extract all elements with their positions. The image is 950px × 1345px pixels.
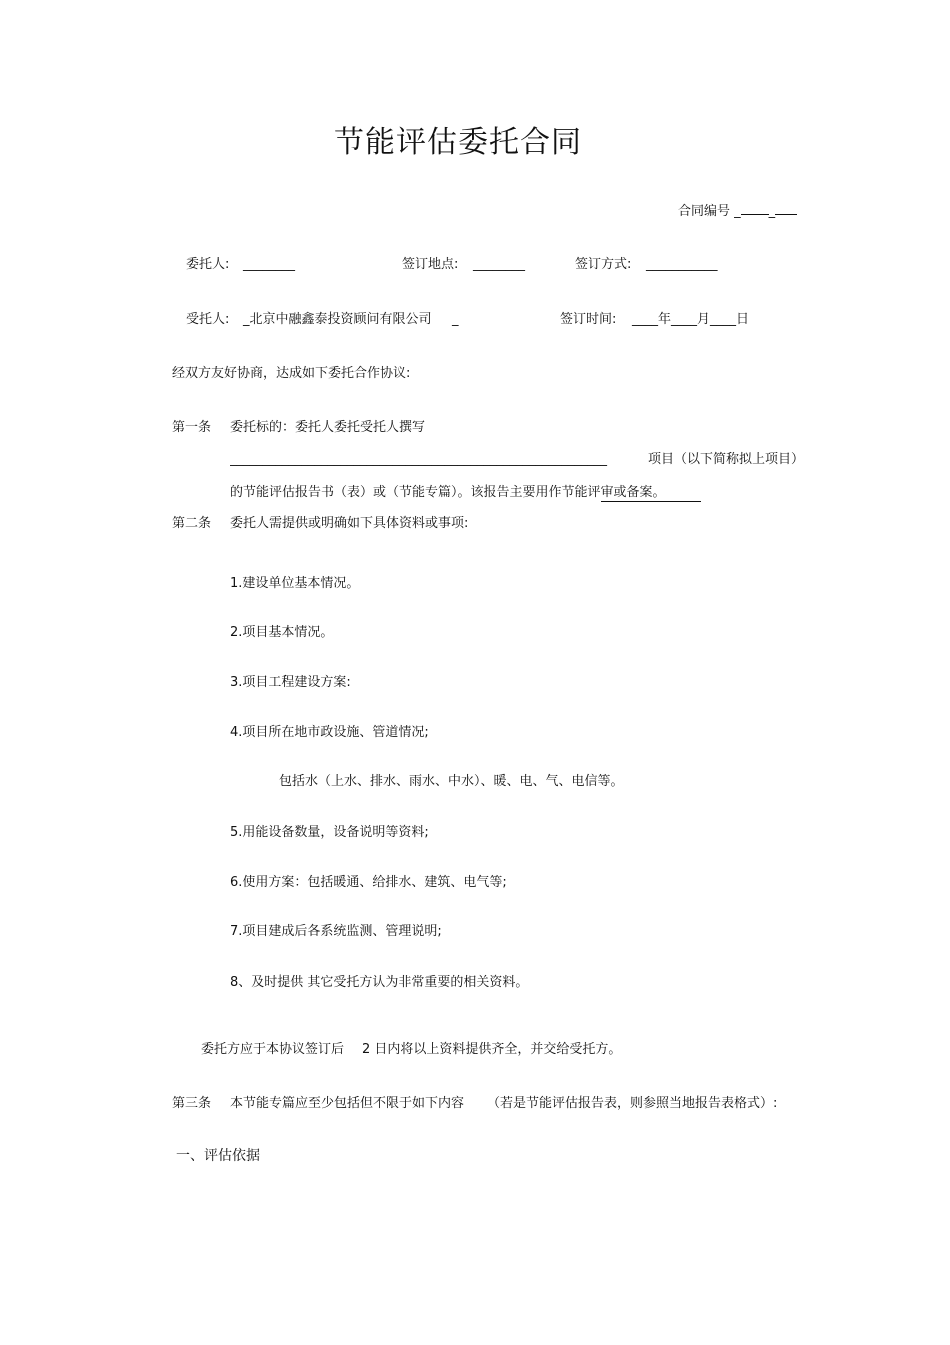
client-value: ________: [243, 257, 295, 272]
signing-place-label: 签订地点:: [402, 257, 459, 272]
article-1-label: 第一条: [172, 420, 212, 435]
intro-text: 经双方友好协商，达成如下委托合作协议:: [172, 366, 411, 381]
signing-method-label: 签订方式:: [575, 257, 632, 272]
article-3-label: 第三条: [172, 1096, 212, 1111]
article-3-text: 本节能专篇应至少包括但不限于如下内容: [230, 1096, 465, 1111]
section-heading: 一、评估依据: [176, 1148, 260, 1164]
list-item: 2.项目基本情况。: [230, 625, 334, 640]
trustee-value: _北京中融鑫泰投资顾问有限公司: [243, 312, 432, 327]
signing-time-label: 签订时间:: [560, 312, 617, 327]
list-item-detail: 包括水（上水、排水、雨水、中水）、暖、电、气、电信等。: [279, 774, 624, 789]
article-1-text: 委托标的：委托人委托受托人撰写: [230, 420, 426, 435]
list-item: 8、及时提供 其它受托方认为非常重要的相关资料。: [230, 975, 529, 990]
list-item: 7.项目建成后各系统监测、管理说明;: [230, 924, 442, 939]
signing-date: ____年____月____日: [632, 312, 750, 327]
project-name-blank: __________________________________________________________: [230, 452, 607, 467]
list-item: 6.使用方案：包括暖通、给排水、建筑、电气等;: [230, 875, 507, 890]
article-2-label: 第二条: [172, 516, 212, 531]
signing-method-value: ___________: [646, 257, 718, 272]
client-label: 委托人:: [186, 257, 230, 272]
contract-number-label: 合同编号 _ _: [678, 202, 797, 220]
document-title: 节能评估委托合同: [334, 125, 582, 160]
signing-place-value: ________: [473, 257, 525, 272]
article-2-closing: 委托方应于本协议签订后: [201, 1042, 345, 1057]
list-item: 5.用能设备数量，设备说明等资料;: [230, 825, 429, 840]
list-item: 1.建设单位基本情况。: [230, 576, 360, 591]
article-1-purpose: 的节能评估报告书（表）或（节能专篇）。该报告主要用作节能评审或备案。: [230, 485, 701, 502]
purpose-underlined: 审或备案。: [601, 485, 701, 502]
article-3-note: （若是节能评估报告表，则参照当地报告表格式）:: [487, 1096, 778, 1111]
article-2-closing-tail: 2 日内将以上资料提供齐全，并交给受托方。: [362, 1042, 622, 1057]
contract-number-blank-1: [741, 202, 769, 215]
contract-number-blank-2: [775, 202, 797, 215]
trustee-value-tail: _: [452, 312, 459, 327]
article-2-text: 委托人需提供或明确如下具体资料或事项:: [230, 516, 469, 531]
list-item: 3.项目工程建设方案:: [230, 675, 351, 690]
list-item: 4.项目所在地市政设施、管道情况;: [230, 725, 429, 740]
trustee-label: 受托人:: [186, 312, 230, 327]
project-name-suffix: 项目（以下简称拟上项目）: [648, 452, 805, 467]
